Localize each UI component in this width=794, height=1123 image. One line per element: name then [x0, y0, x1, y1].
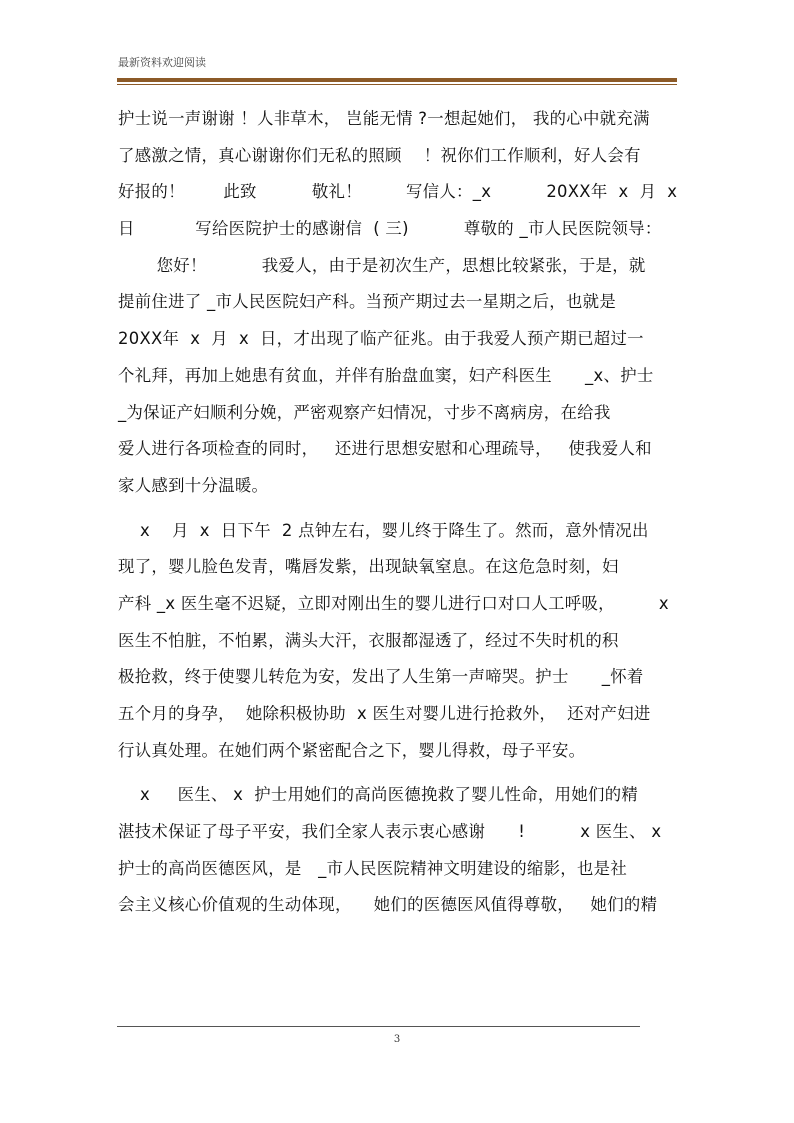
page-number: 3: [393, 1034, 401, 1045]
text-line: 家人感到十分温暖。: [118, 475, 269, 495]
text-line: 湛技术保证了母子平安，我们全家人表示衷心感谢 ! x 医生、 x: [118, 822, 662, 842]
text-line: 您好！ 我爱人，由于是初次生产，思想比较紧张，于是，就: [118, 255, 646, 275]
text-line: 产科 _x 医生毫不迟疑，立即对刚出生的婴儿进行口对口人工呼吸， x: [118, 593, 669, 613]
header-rule-thick: [117, 78, 677, 82]
text-line: 日 写给医院护士的感谢信 ( 三) 尊敬的 _市人民医院领导：: [118, 219, 662, 239]
text-line: 会主义核心价值观的生动体现， 她们的医德医风值得尊敬， 她们的精: [118, 895, 658, 915]
paragraph-gap: [118, 505, 678, 513]
text-line: x 医生、 x 护士用她们的高尚医德挽救了婴儿性命，用她们的精: [118, 785, 639, 805]
text-line: 行认真处理。在她们两个紧密配合之下，婴儿得救，母子平安。: [118, 740, 586, 760]
text-line: _为保证产妇顺利分娩，严密观察产妇情况，寸步不离病房，在给我: [118, 402, 611, 422]
header-rule-thin: [117, 84, 677, 85]
text-line: 好报的！ 此致 敬礼！ 写信人：_x 20XX年 x 月 x: [118, 182, 678, 202]
text-line: 护士说一声谢谢 ！人非草木， 岂能无情 ?一想起她们， 我的心中就充满: [118, 109, 650, 128]
paragraph-gap: [118, 769, 678, 777]
text-line: 了感激之情，真心谢谢你们无私的照顾 ！祝你们工作顺利，好人会有: [118, 145, 641, 165]
text-line: 个礼拜，再加上她患有贫血，并伴有胎盘血窦，妇产科医生 _x、护士: [118, 365, 654, 385]
footer-rule: [117, 1026, 640, 1027]
text-line: x 月 x 日下午 2 点钟左右，婴儿终于降生了。然而，意外情况出: [118, 520, 649, 540]
text-line: 爱人进行各项检查的同时， 还进行思想安慰和心理疏导， 使我爱人和: [118, 439, 652, 459]
text-line: 20XX年 x 月 x 日，才出现了临产征兆。由于我爱人预产期已超过一: [118, 329, 644, 349]
text-line: 医生不怕脏，不怕累，满头大汗，衣服都湿透了，经过不失时机的积: [118, 630, 619, 650]
text-line: 提前住进了 _市人民医院妇产科。当预产期过去一星期之后，也就是: [118, 292, 617, 312]
text-line: 现了，婴儿脸色发青，嘴唇发紫，出现缺氧窒息。在这危急时刻，妇: [118, 557, 619, 577]
text-line: 护士的高尚医德医风，是 _市人民医院精神文明建设的缩影，也是社: [118, 858, 628, 878]
text-line: 五个月的身孕， 她除积极协助 x 医生对婴儿进行抢救外， 还对产妇进: [118, 704, 651, 723]
text-line: 极抢救，终于使婴儿转危为安，发出了人生第一声啼哭。护士 _怀着: [118, 667, 644, 687]
letter-body: [118, 101, 678, 924]
running-header: 最新资料欢迎阅读: [118, 56, 206, 69]
